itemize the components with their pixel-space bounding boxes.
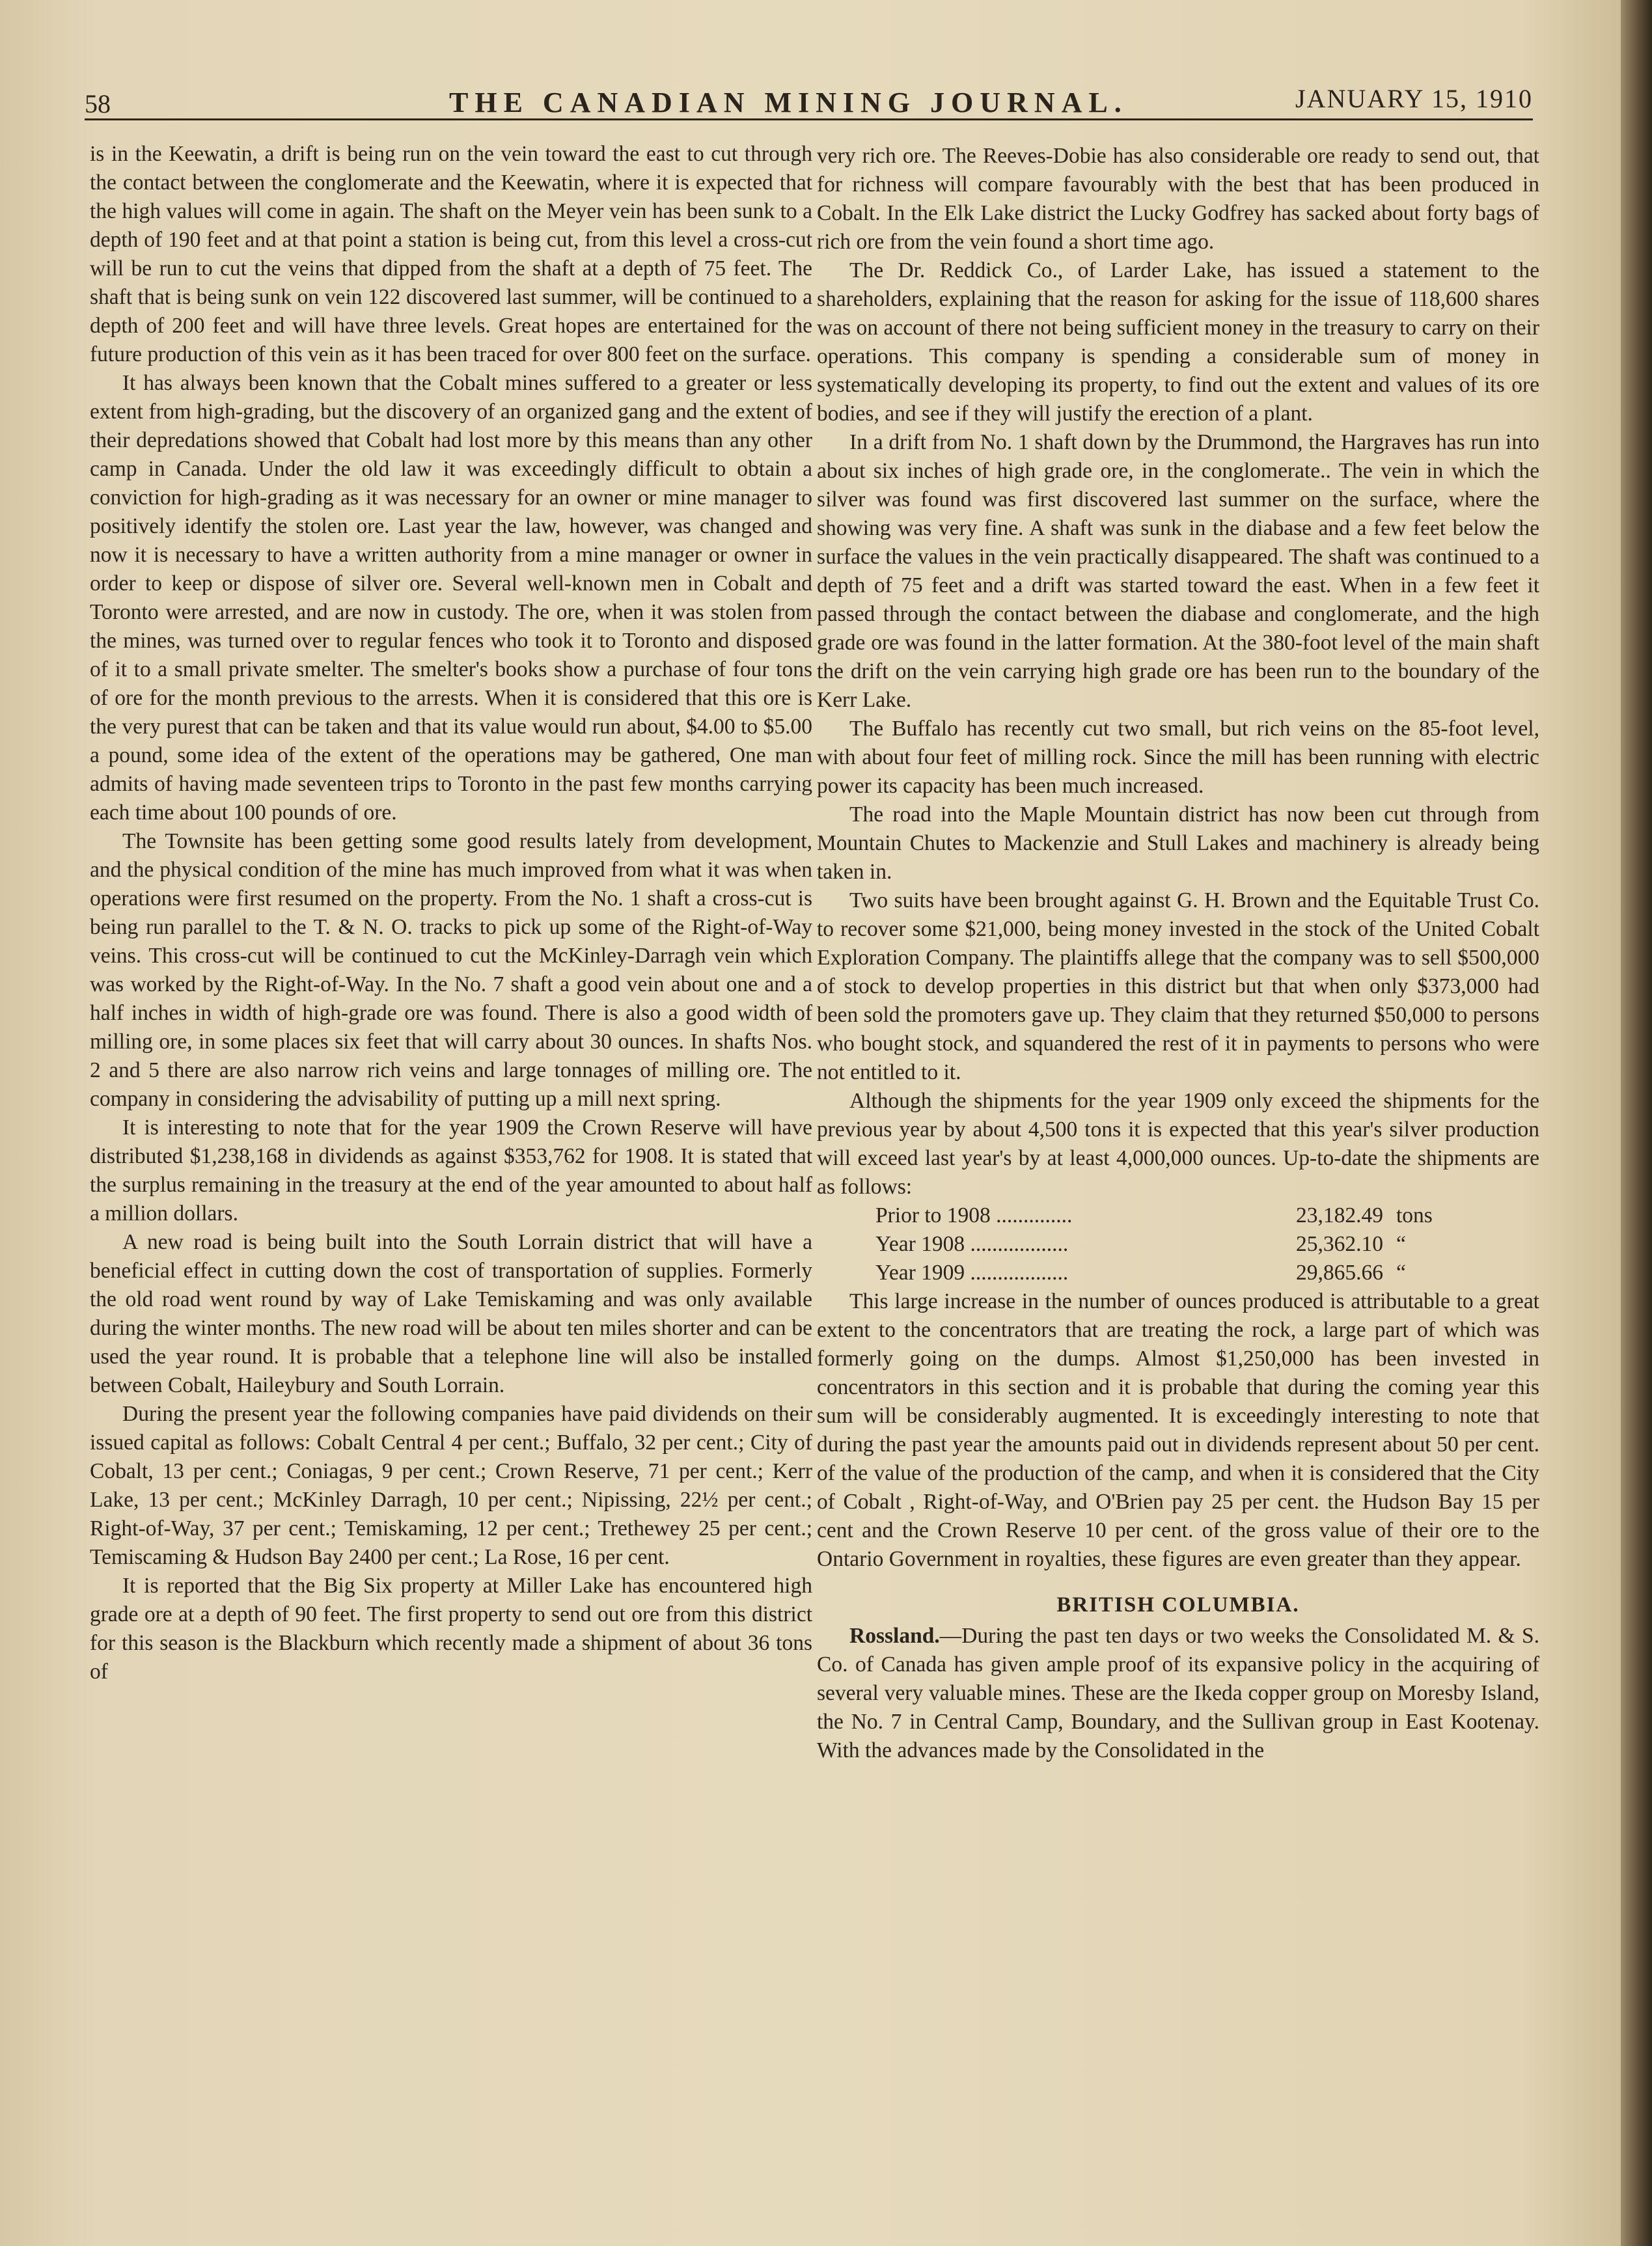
shipment-row xyxy=(817,1201,1539,1230)
paragraph: A new road is being built into the South Lorrain district that will have a beneficial effect in cutting down the cost of transportation of supplies. Formerly the old road went round by way of Lake Temiskaming and was only available during the winter months. The new road will be about ten miles shorter and can be used the year round. It is probable that a telephone line will also be installed between Cobalt, Haileybury and South Lorrain. xyxy=(90,1230,812,1397)
section-paragraph xyxy=(817,1622,1539,1765)
paragraph: The Townsite has been getting some good results lately from development, and the physical condition of the mine has much improved from what it was when operations were first resumed on the property. From the No. 1 shaft a cross-cut is being run parallel to the T. & N. O. tracks to pick up some of the Right-of-Way veins. This cross-cut will be continued to cut the McKinley-Darragh vein which was worked by the Right-of-Way. In the No. 7 shaft a good vein about one and a half inches in width of high-grade ore was found. There is also a good width of milling ore, in some places six feet that will carry about 30 ounces. In shafts Nos. 2 and 5 there are also narrow rich veins and large tonnages of milling ore. The company in considering the advisability of putting up a mill next spring. xyxy=(90,829,812,1111)
paragraph: It is reported that the Big Six property at Miller Lake has encountered high grade ore at a depth of 90 feet. The first property to send out ore from this district for this season is the Blackburn which recently made a shipment of about 36 tons of xyxy=(90,1574,812,1684)
shipment-row xyxy=(817,1230,1539,1259)
shipment-value: 29,865.66 xyxy=(1296,1261,1383,1285)
right-column xyxy=(817,142,1539,1765)
shipment-label: Year 1908 .................. xyxy=(875,1232,1069,1256)
page-header xyxy=(85,83,1533,122)
paragraph: Although the shipments for the year 1909 only exceed the shipments for the previous year by about 4,500 tons it is expected that this year's silver production will exceed last year's by at least 4,000,000 ounces. Up-to-date the shipments are as follows: xyxy=(817,1089,1539,1199)
shipment-value: 25,362.10 xyxy=(1296,1232,1383,1256)
paragraph: Two suits have been brought against G. H. Brown and the Equitable Trust Co. to recover some $21,000, being money invested in the stock of the United Cobalt Exploration Company. The plaintiffs allege that the company was to sell $500,000 of stock to develop properties in this district but that when only $373,000 had been sold the promoters gave up. They claim that they returned $50,000 to persons who bought stock, and squandered the rest of it in payments to persons who were not entitled to it. xyxy=(817,888,1539,1084)
page-number: 58 xyxy=(85,89,111,118)
paragraph: The Dr. Reddick Co., of Larder Lake, has issued a statement to the shareholders, explaining that the reason for asking for the issue of 118,600 shares was on account of there not being sufficient money in the treasury to carry on their operations. This company is spending a considerable sum of money in systematically developing its property, to find out the extent and values of its ore bodies, and see if they will justify the erection of a plant. xyxy=(817,258,1539,426)
shipment-label: Year 1909 .................. xyxy=(875,1261,1069,1285)
paragraph: The road into the Maple Mountain district has now been cut through from Mountain Chutes to Mackenzie and Stull Lakes and machinery is already being taken in. xyxy=(817,802,1539,884)
shipment-unit: “ xyxy=(1396,1261,1406,1285)
shipment-label: Prior to 1908 .............. xyxy=(875,1203,1073,1227)
paragraph: In a drift from No. 1 shaft down by the Drummond, the Hargraves has run into about six inches of high grade ore, in the conglomerate.. The vein in which the silver was found was first discovered last summer on the surface, where the showing was very fine. A shaft was sunk in the diabase and a few feet below the surface the values in the vein practically disappeared. The shaft was continued to a depth of 75 feet and a drift was started toward the east. When in a few feet it passed through the contact between the diabase and conglomerate, and the high grade ore was found in the latter formation. At the 380-foot level of the main shaft the drift on the vein carrying high grade ore has been run to the boundary of the Kerr Lake. xyxy=(817,430,1539,712)
issue-date: JANUARY 15, 1910 xyxy=(1295,84,1533,113)
paragraph: This large increase in the number of ounces produced is attributable to a great extent to the concentrators that are treating the rock, a large part of which was formerly going on the dumps. Almost $1,250,000 has been invested in concentrators in this section and it is probable that during the coming year this sum will be considerably augmented. It is exceedingly interesting to note that during the past year the amounts paid out in dividends represent about 50 per cent. of the value of the production of the camp, and when it is considered that the City of Cobalt , Right-of-Way, and O'Brien pay 25 per cent. the Hudson Bay 15 per cent and the Crown Reserve 10 per cent. of the gross value of their ore to the Ontario Government in royalties, these figures are even greater than they appear. xyxy=(817,1289,1539,1571)
journal-title: THE CANADIAN MINING JOURNAL. xyxy=(449,87,1128,118)
shipment-value: 23,182.49 xyxy=(1296,1203,1383,1227)
paragraph: It has always been known that the Cobalt mines suffered to a greater or less extent from high-grading, but the discovery of an organized gang and the extent of their depredations showed that Cobalt had lost more by this means than any other camp in Canada. Under the old law it was exceedingly difficult to obtain a conviction for high-grading as it was necessary for an owner or mine manager to positively identify the stolen ore. Last year the law, however, was changed and now it is necessary to have a written authority from a mine manager or owner in order to keep or dispose of silver ore. Several well-known men in Cobalt and Toronto were arrested, and are now in custody. The ore, when it was stolen from the mines, was turned over to regular fences who took it to Toronto and disposed of it to a small private smelter. The smelter's books show a purchase of four tons of ore for the month previous to the arrests. When it is considered that this ore is the very purest that can be taken and that its value would run about, $4.00 to $5.00 a pound, some idea of the extent of the operations may be gathered, One man admits of having made seventeen trips to Toronto in the past few months carrying each time about 100 pounds of ore. xyxy=(90,371,812,825)
book-spine-edge xyxy=(1621,0,1652,2246)
shipment-unit: “ xyxy=(1396,1232,1406,1256)
shipment-unit: tons xyxy=(1396,1203,1433,1227)
paragraph: is in the Keewatin, a drift is being run on the vein toward the east to cut through the contact between the conglomerate and the Keewatin, where it is expected that the high values will come in again. The shaft on the Meyer vein has been sunk to a depth of 190 feet and at that point a station is being cut, from this level a cross-cut will be run to cut the veins that dipped from the shaft at a depth of 75 feet. The shaft that is being sunk on vein 122 discovered last summer, will be continued to a depth of 200 feet and will have three levels. Great hopes are entertained for the future production of this vein as it has been traced for over 800 feet on the surface. xyxy=(90,142,812,366)
left-column xyxy=(90,140,812,1686)
paragraph: very rich ore. The Reeves-Dobie has also considerable ore ready to send out, that for richness will compare favourably with the best that has been produced in Cobalt. In the Elk Lake district the Lucky Godfrey has sacked about forty bags of rich ore from the vein found a short time ago. xyxy=(817,144,1539,254)
shipment-row xyxy=(817,1259,1539,1287)
shipments-table xyxy=(817,1201,1539,1287)
paragraph: It is interesting to note that for the year 1909 the Crown Reserve will have distributed $1,238,168 in dividends as against $353,762 for 1908. It is stated that the surplus remaining in the treasury at the end of the year amounted to about half a million dollars. xyxy=(90,1116,812,1226)
section-heading: BRITISH COLUMBIA. xyxy=(1056,1593,1300,1617)
paragraph: The Buffalo has recently cut two small, but rich veins on the 85-foot level, with about four feet of milling rock. Since the mill has been running with electric power its capacity has been much increased. xyxy=(817,717,1539,798)
paragraph: During the present year the following companies have paid dividends on their issued capital as follows: Cobalt Central 4 per cent.; Buffalo, 32 per cent.; City of Cobalt, 13 per cent.; Coniagas, 9 per cent.; Crown Reserve, 71 per cent.; Kerr Lake, 13 per cent.; McKinley Darragh, 10 per cent.; Nipissing, 22½ per cent.; Right-of-Way, 37 per cent.; Temiskaming, 12 per cent.; Trethewey 25 per cent.; Temiscaming & Hudson Bay 2400 per cent.; La Rose, 16 per cent. xyxy=(90,1402,812,1569)
section-text: —During the past ten days or two weeks the Consolidated M. & S. Co. of Canada has given ample proof of its expansive policy in the acquiring of several very valuable mines. These are the Ikeda copper group on Moresby Island, the No. 7 in Central Camp, Boundary, and the Sullivan group in East Kootenay. With the advances made by the Consolidated in the xyxy=(817,1624,1539,1762)
header-rule xyxy=(85,118,1533,120)
runin-heading: Rossland. xyxy=(849,1624,940,1648)
